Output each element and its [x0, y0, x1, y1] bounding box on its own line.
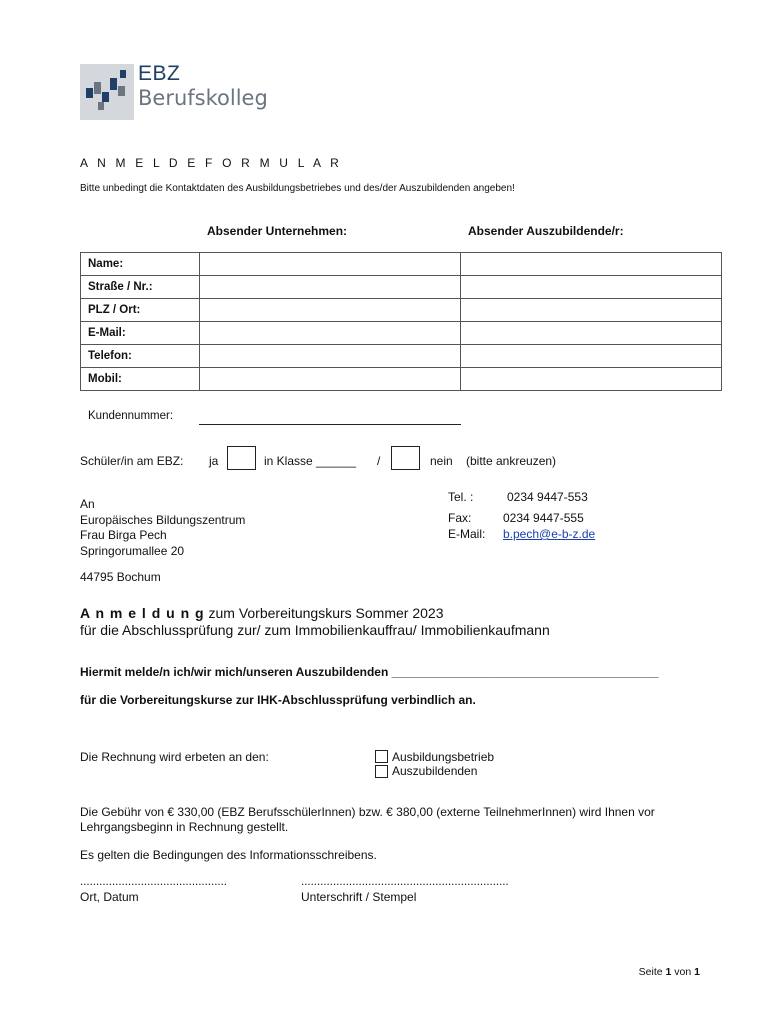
row-label: PLZ / Ort: [81, 299, 200, 322]
fax-label: Fax: [448, 511, 472, 525]
address-line: Springorumallee 20 [80, 543, 185, 558]
invoice-label: Die Rechnung wird erbeten an den: [80, 750, 269, 764]
email-link[interactable]: b.pech@e-b-z.de [503, 527, 596, 541]
invoice-trainee-checkbox[interactable] [375, 765, 388, 778]
fee-text: Die Gebühr von € 330,00 (EBZ BerufsschülerInnen) bzw. € 380,00 (externe TeilnehmerInnen) wird Ihnen vor Lehrgangsbeginn in Rechnung gestellt. [80, 805, 655, 834]
invoice-company-checkbox[interactable] [375, 750, 388, 763]
company-street-field[interactable] [200, 276, 461, 299]
row-label: Mobil: [81, 368, 200, 391]
heading-rest: zum Vorbereitungskurs Sommer 2023 [208, 605, 444, 621]
row-label: E-Mail: [81, 322, 200, 345]
recipient-address [80, 497, 245, 559]
row-label: Name: [81, 253, 200, 276]
conditions-text: Es gelten die Bedingungen des Informationsschreibens. [80, 848, 377, 862]
logo-mark-icon [80, 64, 134, 120]
customer-number-field[interactable] [199, 424, 461, 425]
table-row [81, 253, 722, 276]
table-row [81, 322, 722, 345]
tel-label: Tel. : [448, 490, 474, 504]
address-line: Europäisches Bildungszentrum [80, 512, 246, 527]
customer-number-label: Kundennummer: [88, 410, 174, 422]
company-name-field[interactable] [200, 253, 461, 276]
invoice-trainee-label: Auszubildenden [392, 764, 478, 778]
row-label: Straße / Nr.: [81, 276, 200, 299]
fax-value: 0234 9447-555 [503, 511, 584, 525]
company-email-field[interactable] [200, 322, 461, 345]
logo-line2: Berufskolleg [138, 86, 268, 110]
tel-value: 0234 9447-553 [507, 490, 588, 504]
address-line: An [80, 497, 95, 511]
student-no-label: nein [430, 454, 453, 468]
footer-total: 1 [694, 966, 700, 978]
slash-text: / [377, 454, 381, 468]
logo-line1: EBZ [138, 62, 181, 85]
trainee-street-field[interactable] [461, 276, 722, 299]
place-date-label: Ort, Datum [80, 890, 139, 904]
footer-middle: von [674, 966, 692, 978]
trainee-zip-field[interactable] [461, 299, 722, 322]
instruction-text: Bitte unbedingt die Kontaktdaten des Ausbildungsbetriebes und des/der Auszubildenden angeben! [80, 183, 515, 194]
table-row [81, 276, 722, 299]
checkbox-hint: (bitte ankreuzen) [466, 454, 557, 468]
trainee-name-field[interactable] [461, 253, 722, 276]
trainee-email-field[interactable] [461, 322, 722, 345]
signature-dots: ................................................................. [301, 876, 509, 888]
row-label: Telefon: [81, 345, 200, 368]
trainee-phone-field[interactable] [461, 345, 722, 368]
signature-label: Unterschrift / Stempel [301, 890, 417, 904]
email-label: E-Mail: [448, 527, 486, 541]
table-row [81, 345, 722, 368]
page-footer [639, 966, 700, 978]
address-line: Frau Birga Pech [80, 528, 167, 542]
trainee-mobile-field[interactable] [461, 368, 722, 391]
footer-page: 1 [665, 966, 672, 978]
course-heading [80, 605, 443, 621]
binding-line: für die Vorbereitungskurse zur IHK-Abschlussprüfung verbindlich an. [80, 693, 476, 707]
student-yes-label: ja [209, 454, 219, 468]
place-date-dots: .............................................. [80, 876, 227, 888]
ebz-logo [80, 62, 270, 120]
table-row [81, 299, 722, 322]
footer-prefix: Seite [638, 966, 663, 978]
column-trainee-header: Absender Auszubildende/r: [468, 224, 624, 238]
student-label: Schüler/in am EBZ: [80, 454, 184, 468]
column-company-header: Absender Unternehmen: [207, 224, 348, 238]
company-phone-field[interactable] [200, 345, 461, 368]
contact-table [80, 252, 722, 391]
address-city: 44795 Bochum [80, 570, 161, 584]
invoice-company-label: Ausbildungsbetrieb [392, 750, 495, 764]
form-title: A N M E L D E F O R M U L A R [80, 156, 342, 170]
heading-spaced: A n m e l d u n g [80, 605, 205, 621]
company-mobile-field[interactable] [200, 368, 461, 391]
table-row [81, 368, 722, 391]
student-yes-checkbox[interactable] [227, 446, 256, 470]
class-label: in Klasse ______ [264, 454, 357, 468]
register-line: Hiermit melde/n ich/wir mich/unseren Auszubildenden ________________________________________ [80, 665, 659, 679]
company-zip-field[interactable] [200, 299, 461, 322]
heading-line2: für die Abschlussprüfung zur/ zum Immobilienkauffrau/ Immobilienkaufmann [80, 622, 550, 638]
student-no-checkbox[interactable] [391, 446, 420, 470]
